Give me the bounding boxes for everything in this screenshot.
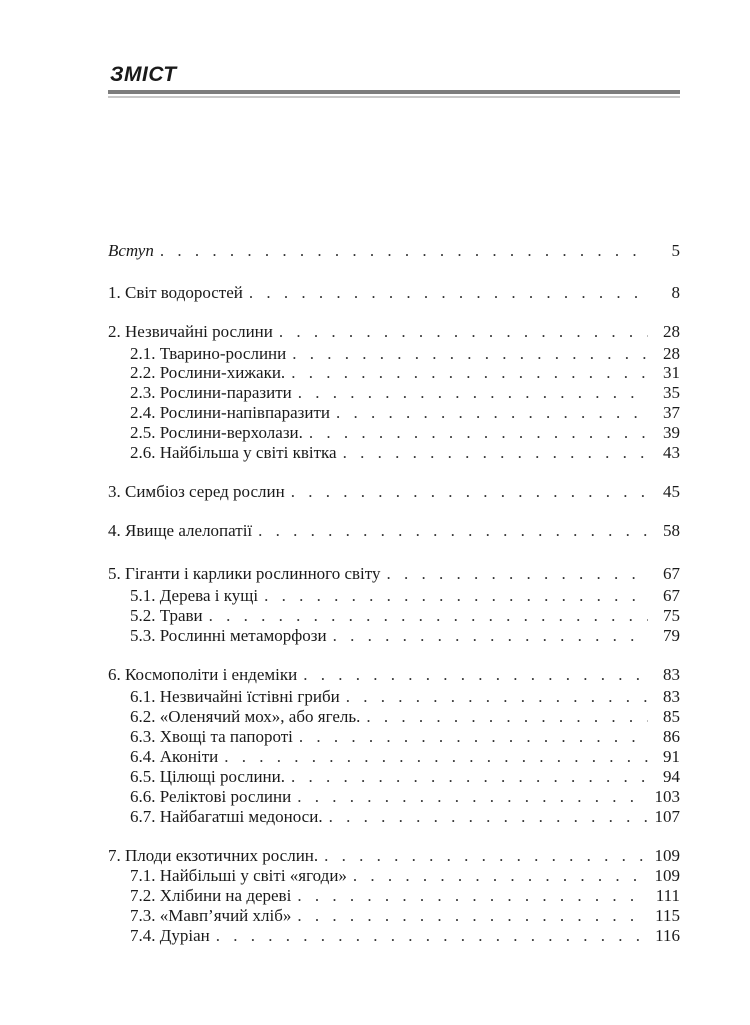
toc-entry-title: 7.3. «Мавп’ячий хліб»: [130, 906, 292, 925]
toc-entry-page: 107: [654, 807, 680, 826]
toc-leader-dots: [291, 481, 648, 503]
toc-entry-title: 2.6. Найбільша у світі квітка: [130, 443, 337, 462]
toc-entry-title: 2. Незвичайні рослини: [108, 322, 273, 341]
toc-entry-title: 5.1. Дерева і кущі: [130, 586, 259, 605]
toc-leader-dots: [297, 885, 648, 907]
toc-entry-page: 43: [663, 443, 680, 462]
toc-leader-dots: [258, 520, 648, 542]
toc-entry-title: 7. Плоди екзотичних рослин.: [108, 846, 319, 865]
toc-entry-page: 28: [663, 344, 680, 363]
toc-entry: [108, 481, 680, 503]
toc-entry-page: 83: [663, 665, 680, 684]
toc-entry-page: 31: [663, 363, 680, 382]
toc-leader-dots: [366, 706, 648, 728]
toc-leader-dots: [249, 282, 648, 304]
toc-entry-title: 2.1. Тварино-рослини: [130, 344, 287, 363]
toc-leader-dots: [224, 746, 648, 768]
toc-entry-title: 2.5. Рослини-верхолази.: [130, 423, 303, 442]
contents-header: [108, 63, 680, 98]
toc-entry-page: 45: [663, 482, 680, 501]
toc-leader-dots: [336, 402, 648, 424]
toc-entry: [130, 726, 680, 748]
toc-entry: [130, 885, 680, 907]
toc-entry: [108, 321, 680, 343]
toc-entry-page: 109: [654, 866, 680, 885]
toc-entry: [108, 563, 680, 585]
toc-entry: [130, 766, 680, 788]
toc-entry: [130, 925, 680, 947]
toc-leader-dots: [299, 726, 648, 748]
toc-leader-dots: [291, 766, 648, 788]
toc-entry: [108, 240, 680, 262]
toc-entry-title: 6.7. Найбагатші медоноси.: [130, 807, 323, 826]
toc-entry-title: 5.2. Трави: [130, 606, 203, 625]
toc-leader-dots: [298, 382, 648, 404]
toc-entry: [130, 382, 680, 404]
toc-entry-title: 6.2. «Оленячий мох», або ягель.: [130, 707, 361, 726]
toc-entry-page: 67: [663, 586, 680, 605]
toc-entry-page: 86: [663, 727, 680, 746]
toc-entry-page: 67: [663, 564, 680, 583]
toc-leader-dots: [297, 786, 648, 808]
toc-leader-dots: [303, 664, 648, 686]
toc-entry-title: 5.3. Рослинні метаморфози: [130, 626, 327, 645]
toc-entry: [108, 520, 680, 542]
toc-entry-title: 6.3. Хвощі та папороті: [130, 727, 293, 746]
toc-entry-page: 37: [663, 403, 680, 422]
toc-entry-page: 75: [663, 606, 680, 625]
toc-leader-dots: [209, 605, 648, 627]
toc-entry-title: 6.1. Незвичайні їстівні гриби: [130, 687, 340, 706]
toc-entry-title: 6.5. Цілющі рослини.: [130, 767, 285, 786]
toc-entry: [130, 422, 680, 444]
toc-entry: [130, 362, 680, 384]
toc-entry: [130, 865, 680, 887]
toc-entry-page: 39: [663, 423, 680, 442]
toc-entry: [130, 605, 680, 627]
toc-entry-page: 116: [655, 926, 680, 945]
toc-entry: [130, 746, 680, 768]
toc-entry-page: 91: [663, 747, 680, 766]
toc-leader-dots: [346, 686, 648, 708]
toc-entry-page: 35: [663, 383, 680, 402]
toc-entry-page: 83: [663, 687, 680, 706]
toc-leader-dots: [329, 806, 648, 828]
toc-entry: [108, 282, 680, 304]
toc-entry-title: 1. Світ водоростей: [108, 283, 243, 302]
toc-entry-page: 8: [671, 283, 680, 302]
heading-rule-thin: [108, 96, 680, 98]
toc-entry-title: 2.3. Рослини-паразити: [130, 383, 292, 402]
toc-entry-page: 79: [663, 626, 680, 645]
toc-entry-page: 85: [663, 707, 680, 726]
toc-entry-title: 6.4. Аконіти: [130, 747, 219, 766]
toc-entry-title: 3. Симбіоз серед рослин: [108, 482, 285, 501]
toc-leader-dots: [386, 563, 648, 585]
toc-entry-page: 58: [663, 521, 680, 540]
toc-entry-title: 7.4. Дуріан: [130, 926, 210, 945]
toc-leader-dots: [216, 925, 648, 947]
toc-leader-dots: [291, 362, 648, 384]
toc-entry: [108, 845, 680, 867]
toc-entry: [130, 402, 680, 424]
toc-entry-page: 103: [654, 787, 680, 806]
toc-leader-dots: [309, 422, 648, 444]
toc-entry: [130, 442, 680, 464]
toc-leader-dots: [279, 321, 648, 343]
toc-entry-page: 28: [663, 322, 680, 341]
toc-leader-dots: [160, 240, 648, 262]
toc-entry-title: 5. Гіганти і карлики рослинного світу: [108, 564, 381, 583]
toc-entry-title: 2.4. Рослини-напівпаразити: [130, 403, 330, 422]
toc-entry-page: 115: [655, 906, 680, 925]
toc-leader-dots: [343, 442, 648, 464]
toc-entry-title: 4. Явище алелопатії: [108, 521, 253, 540]
toc-entry-page: 111: [655, 886, 680, 905]
toc-leader-dots: [353, 865, 648, 887]
toc-entry-title: 6.6. Реліктові рослини: [130, 787, 292, 806]
toc-entry-title: 2.2. Рослини-хижаки.: [130, 363, 286, 382]
toc-entry: [130, 686, 680, 708]
toc-leader-dots: [324, 845, 648, 867]
toc-entry: [130, 625, 680, 647]
toc-entry-title: 7.2. Хлібини на дереві: [130, 886, 292, 905]
toc-entry-title: Вступ: [108, 241, 154, 260]
toc-entry: [130, 806, 680, 828]
page-title: ЗМІСТ: [110, 63, 177, 86]
toc-entry-title: 6. Космополіти і ендеміки: [108, 665, 298, 684]
toc-entry: [130, 786, 680, 808]
toc-entry-page: 94: [663, 767, 680, 786]
toc-leader-dots: [297, 905, 648, 927]
toc-leader-dots: [333, 625, 648, 647]
toc-entry: [130, 706, 680, 728]
toc-leader-dots: [264, 585, 648, 607]
toc-entry: [130, 585, 680, 607]
toc-entry: [130, 905, 680, 927]
heading-rule: [108, 90, 680, 94]
toc-entry-page: 109: [654, 846, 680, 865]
toc-entry: [108, 664, 680, 686]
toc-entry-page: 5: [671, 241, 680, 260]
toc-entry-title: 7.1. Найбільші у світі «ягоди»: [130, 866, 347, 885]
